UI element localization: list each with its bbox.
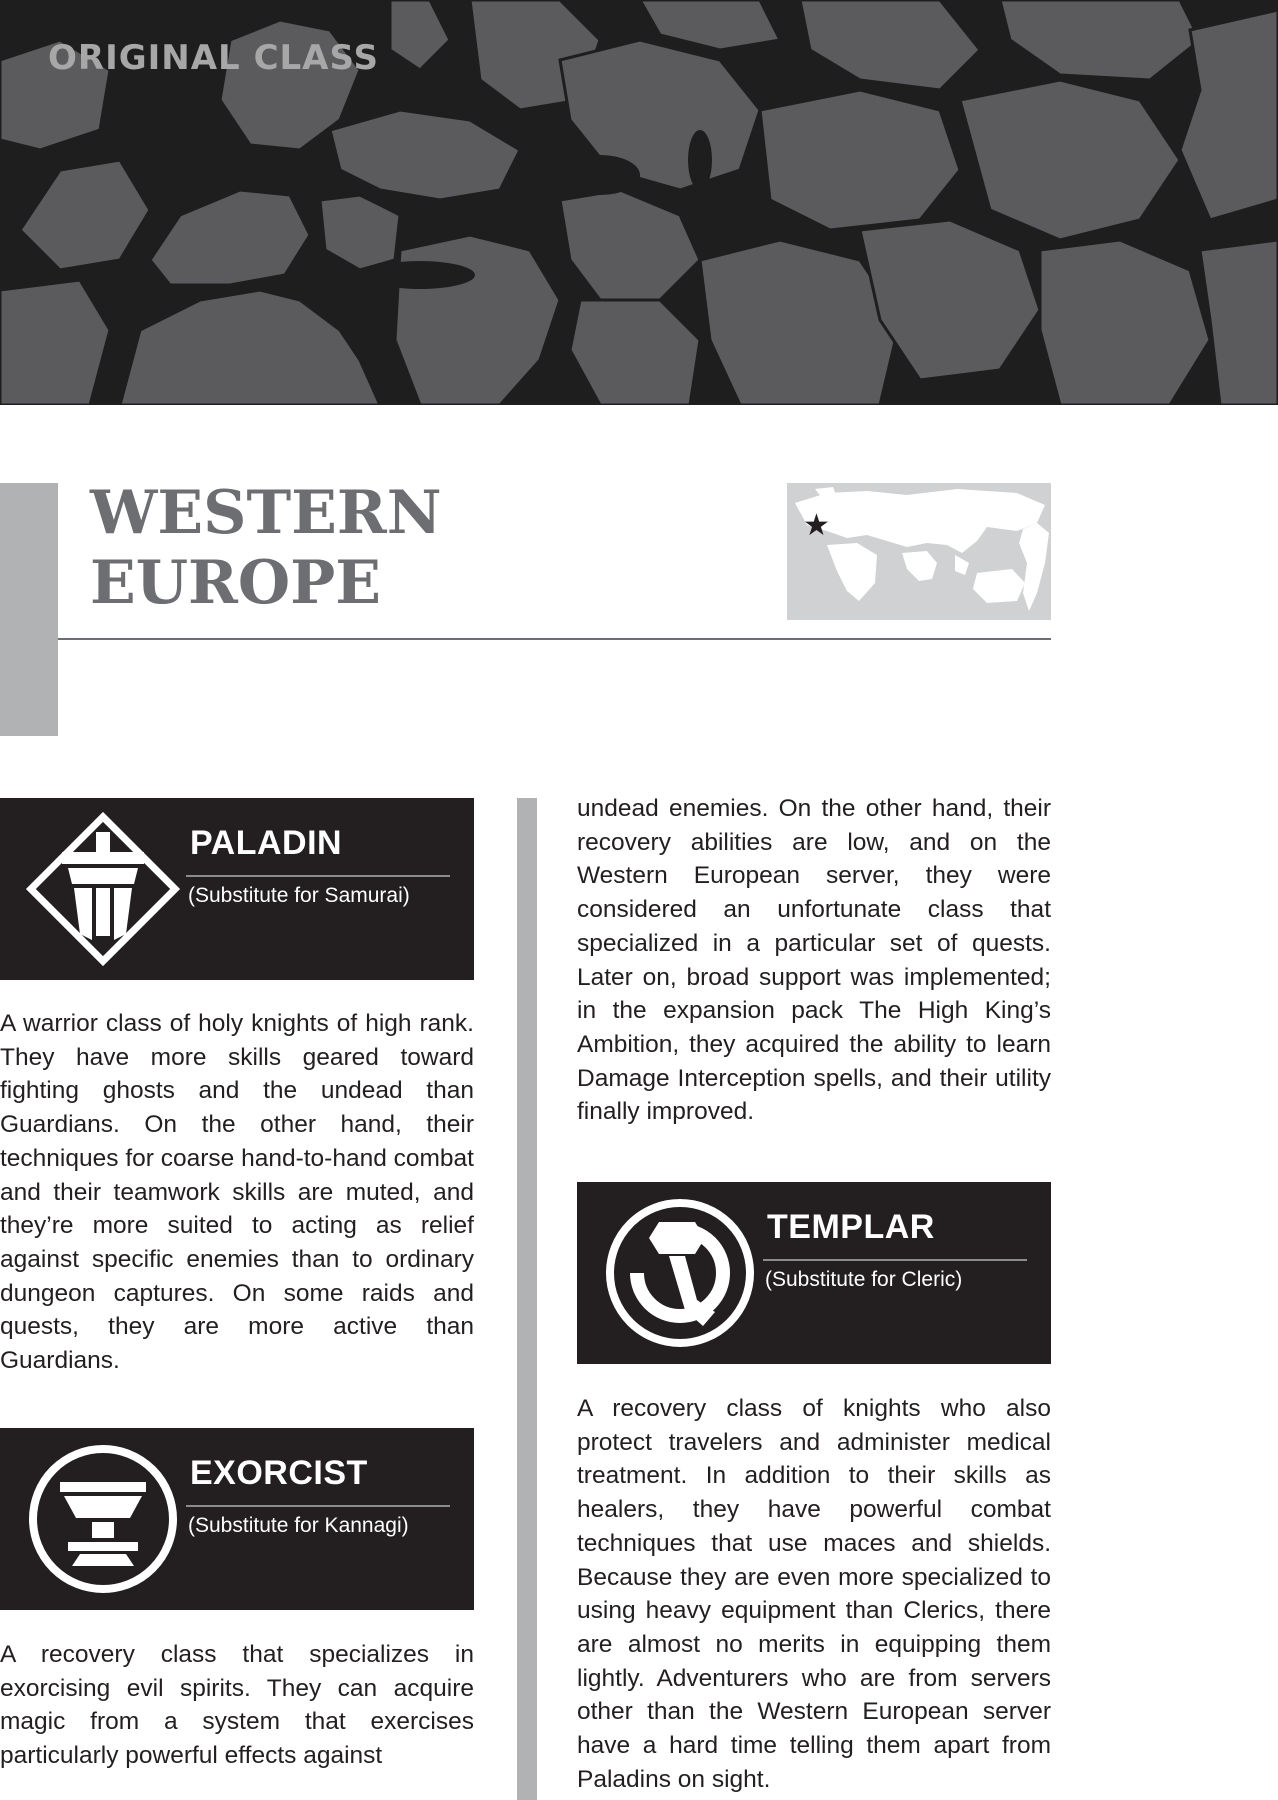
world-locator-map (787, 483, 1051, 620)
region-title-line-1: WESTERN (90, 478, 442, 548)
exorcist-description: A recovery class that specializes in exorcising evil spirits. They can acquire magic from a system that exercises particularly powerful effects against (0, 1641, 474, 1770)
paladin-card (0, 798, 474, 980)
paladin-emblem-icon (22, 808, 184, 970)
heading-divider (58, 638, 1051, 640)
class-name: PALADIN (190, 824, 343, 862)
exorcist-description-continued: undead enemies. On the other hand, their recovery abilities are low, and on the Western European server, they were considered an unfortunate class that specialized in a particular set of quests. Later on, broad support was implemented; in the expansion pack The High King’s Ambition, they acquired the ability to learn Damage Interception spells, and their utility finally improved. (577, 795, 1051, 1126)
map-banner (0, 0, 1278, 405)
templar-description: A recovery class of knights who also protect travelers and administer medical treatment. In addition to their skills as healers, they have powerful combat techniques that use maces and shields. Because they are even more specialized to using heavy equipment than Clerics, there are almost no merits in equipping them lightly. Adventurers who are from servers other than the Western European server have a hard time telling them apart from Paladins on sight. (577, 1395, 1051, 1793)
class-substitute: (Substitute for Samurai) (188, 884, 410, 907)
region-title (90, 478, 442, 618)
section-label: ORIGINAL CLASS (48, 38, 379, 78)
class-name: TEMPLAR (767, 1208, 935, 1246)
class-substitute: (Substitute for Kannagi) (188, 1514, 409, 1537)
accent-bar (0, 483, 58, 736)
world-map-illustration (787, 483, 1051, 620)
star-icon: ★ (803, 508, 830, 543)
class-name-underline (186, 875, 450, 877)
paladin-description: A warrior class of holy knights of high rank. They have more skills geared toward fighting ghosts and the undead than Guardians. On the other hand, their techniques for coarse hand-to-hand combat and their teamwork skills are muted, and they’re more suited to acting as relief against specific enemies than to ordinary dungeon captures. On some raids and quests, they are more active than Guardians. (0, 1010, 474, 1375)
class-substitute: (Substitute for Cleric) (765, 1268, 963, 1291)
templar-card (577, 1182, 1051, 1364)
class-name-underline (186, 1505, 450, 1507)
class-name: EXORCIST (190, 1454, 368, 1492)
exorcist-emblem-icon (22, 1438, 184, 1600)
class-name-underline (763, 1259, 1027, 1261)
exorcist-card (0, 1428, 474, 1610)
templar-emblem-icon (599, 1192, 761, 1354)
column-divider (517, 798, 537, 1800)
region-title-line-2: EUROPE (90, 548, 382, 618)
